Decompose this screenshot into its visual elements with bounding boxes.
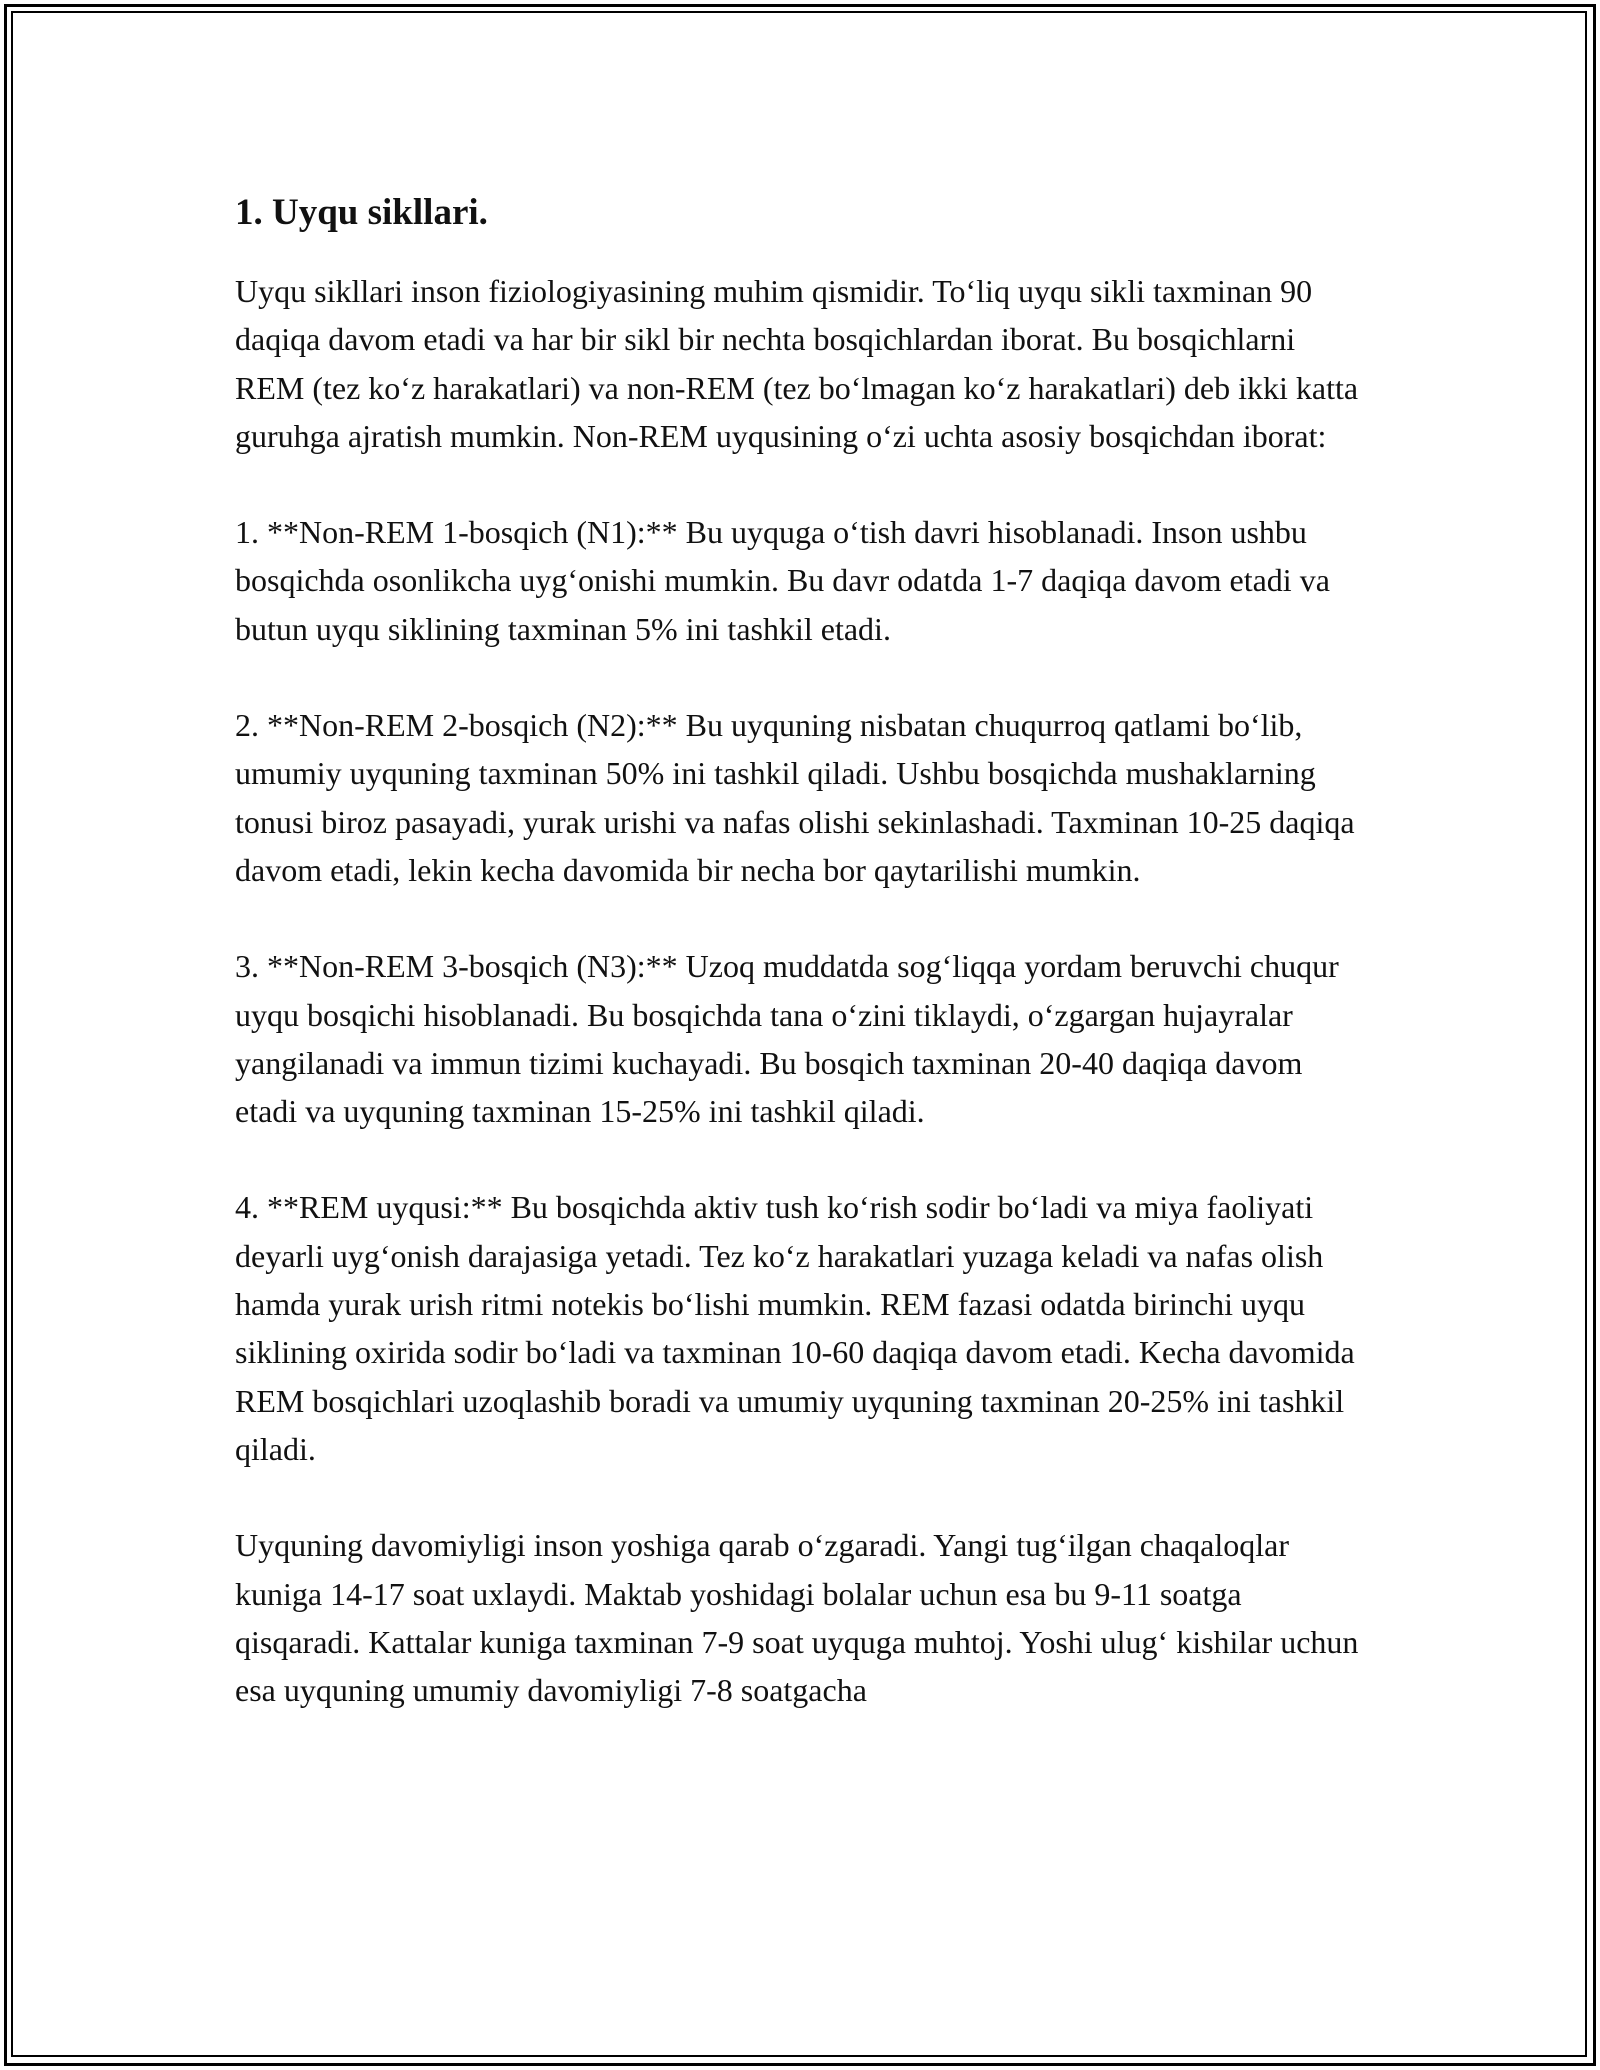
stage-rem-paragraph: 4. **REM uyqusi:** Bu bosqichda aktiv tush ko‘rish sodir bo‘ladi va miya faoliyati deyarli uyg‘onish darajasiga yetadi. Tez ko‘z harakatlari yuzaga keladi va nafas olish hamda yurak urish ritmi notekis bo‘lishi mumkin. REM fazasi odatda birinchi uyqu siklining oxirida sodir bo‘ladi va taxminan 10-60 daqiqa davom etadi. Kecha davomida REM bosqichlari uzoqlashib boradi va umumiy uyquning taxminan 20-25% ini tashkil qiladi. bbox=[235, 1189, 1355, 1467]
sleep-duration-paragraph: Uyquning davomiyligi inson yoshiga qarab o‘zgaradi. Yangi tug‘ilgan chaqaloqlar kuniga 14-17 soat uxlaydi. Maktab yoshidagi bolalar uchun esa bu 9-11 soatga qisqaradi. Kattalar kuniga taxminan 7-9 soat uyquga muhtoj. Yoshi ulug‘ kishilar uchun esa uyquning umumiy davomiyligi 7-8 soatgacha bbox=[235, 1527, 1359, 1709]
section-heading: 1. Uyqu sikllari. bbox=[235, 192, 488, 233]
intro-paragraph: Uyqu sikllari inson fiziologiyasining muhim qismidir. To‘liq uyqu sikli taxminan 90 daqiqa davom etadi va har bir sikl bir nechta bosqichlardan iborat. Bu bosqichlarni REM (tez ko‘z harakatlari) va non-REM (tez bo‘lmagan ko‘z harakatlari) deb ikki katta guruhga ajratish mumkin. Non-REM uyqusining o‘zi uchta asosiy bosqichdan iborat: bbox=[235, 273, 1359, 454]
stage-n3-paragraph: 3. **Non-REM 3-bosqich (N3):** Uzoq muddatda sog‘liqqa yordam beruvchi chuqur uyqu bosqichi hisoblanadi. Bu bosqichda tana o‘zini tiklaydi, o‘zgargan hujayralar yangilanadi va immun tizimi kuchayadi. Bu bosqich taxminan 20-40 daqiqa davom etadi va uyquning taxminan 15-25% ini tashkil qiladi. bbox=[235, 948, 1339, 1130]
document-body bbox=[235, 185, 1370, 1762]
stage-n2-paragraph: 2. **Non-REM 2-bosqich (N2):** Bu uyquning nisbatan chuqurroq qatlami bo‘lib, umumiy uyquning taxminan 50% ini tashkil qiladi. Ushbu bosqichda mushaklarning tonusi biroz pasayadi, yurak urishi va nafas olishi sekinlashadi. Taxminan 10-25 daqiqa davom etadi, lekin kecha davomida bir necha bor qaytarilishi mumkin. bbox=[235, 707, 1355, 888]
stage-n1-paragraph: 1. **Non-REM 1-bosqich (N1):** Bu uyquga o‘tish davri hisoblanadi. Inson ushbu bosqichda osonlikcha uyg‘onishi mumkin. Bu davr odatda 1-7 daqiqa davom etadi va butun uyqu siklining taxminan 5% ini tashkil etadi. bbox=[235, 514, 1330, 647]
